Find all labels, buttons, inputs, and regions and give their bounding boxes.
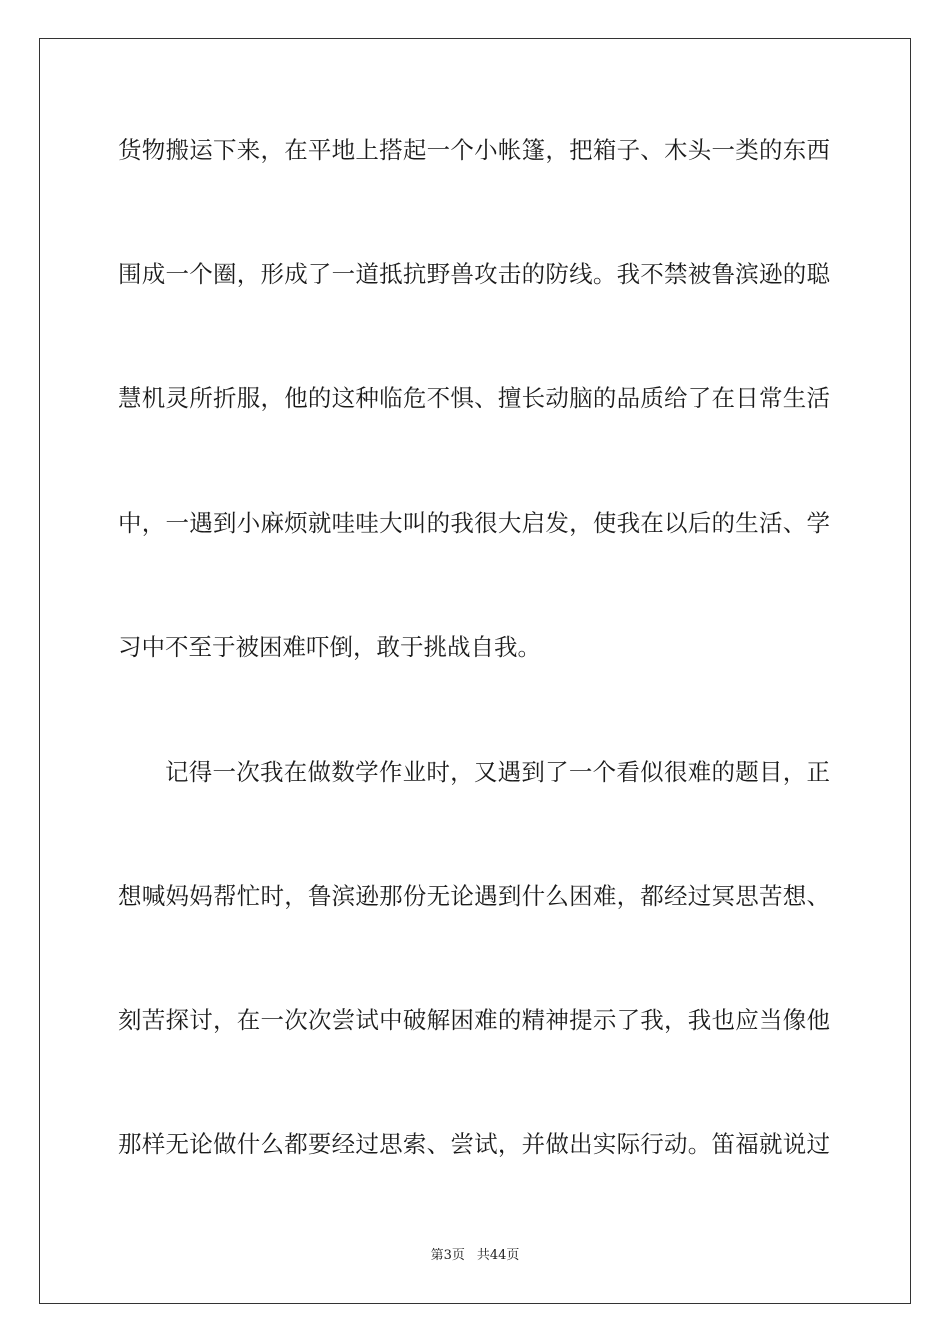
page-footer [0,1246,950,1266]
text-line-5: 习中不至于被困难吓倒，敢于挑战自我。 [118,633,541,661]
text-line-1: 货物搬运下来，在平地上搭起一个小帐篷，把箱子、木头一类的东西 [118,136,830,164]
page-number: 第3页 [430,1248,465,1263]
text-line-2: 围成一个圈，形成了一道抵抗野兽攻击的防线。我不禁被鲁滨逊的聪 [118,260,830,288]
page-frame [39,38,911,1304]
text-line-8: 刻苦探讨，在一次次尝试中破解困难的精神提示了我，我也应当像他 [118,1006,830,1034]
page-total: 共44页 [476,1248,520,1263]
text-line-6: 记得一次我在做数学作业时，又遇到了一个看似很难的题目，正 [165,758,830,786]
text-line-4: 中，一遇到小麻烦就哇哇大叫的我很大启发，使我在以后的生活、学 [118,509,830,537]
text-line-9: 那样无论做什么都要经过思索、尝试，并做出实际行动。笛福就说过 [118,1130,830,1158]
text-line-3: 慧机灵所折服，他的这种临危不惧、擅长动脑的品质给了在日常生活 [118,384,830,412]
text-line-7: 想喊妈妈帮忙时，鲁滨逊那份无论遇到什么困难，都经过冥思苦想、 [118,882,830,910]
